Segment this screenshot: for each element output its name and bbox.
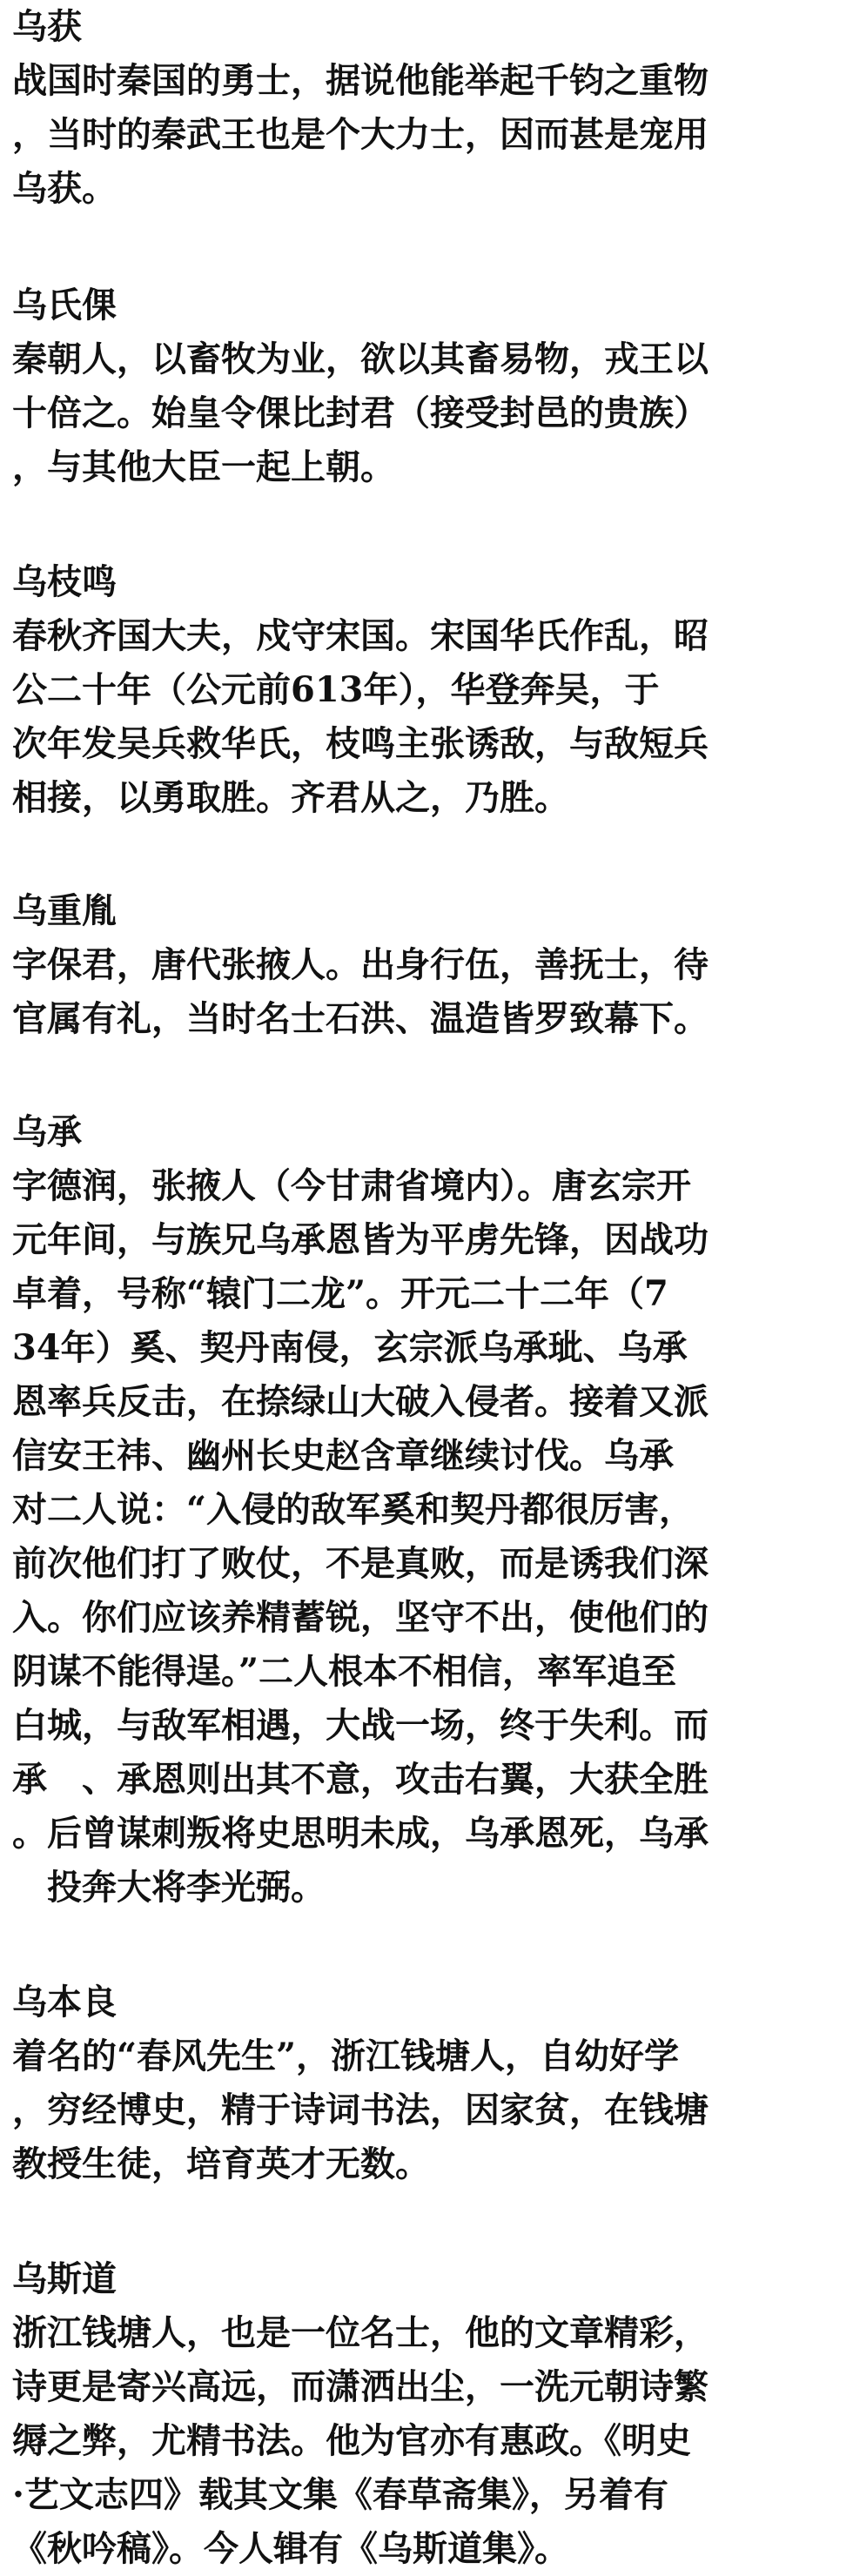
text-line: ，与其他大臣一起上朝。 <box>12 446 395 487</box>
text-line: 。后曾谋刺叛将史思明未成，乌承恩死，乌承 <box>12 1813 709 1854</box>
entry-title: 乌本良 <box>12 1982 117 2023</box>
text-line: 承 、承恩则出其不意，攻击右翼，大获全胜 <box>12 1759 709 1800</box>
entry-title: 乌承 <box>12 1111 82 1152</box>
text-line: 次年发吴兵救华氏，枝鸣主张诱敌，与敌短兵 <box>12 723 709 764</box>
entry-wu-zhi-ming <box>12 555 848 825</box>
entry-wu-si-dao <box>12 2252 848 2576</box>
entry-title: 乌氏倮 <box>12 285 117 325</box>
text-line: 阴谋不能得逞。”二人根本不相信，率军追至 <box>12 1651 677 1692</box>
entry-wu-cheng <box>12 1105 848 1915</box>
text-line: 34年）奚、契丹南侵，玄宗派乌承玼、乌承 <box>12 1327 688 1368</box>
entry-body <box>12 54 848 216</box>
text-line: 教授生徒，培育英才无数。 <box>12 2143 430 2184</box>
text-line: ，当时的秦武王也是个大力士，因而甚是宠用 <box>12 114 709 155</box>
text-line: 乌获。 <box>12 168 117 209</box>
entry-wu-chong-yin <box>12 884 848 1046</box>
text-line: 前次他们打了败仗，不是真败，而是诱我们深 <box>12 1543 709 1584</box>
text-line: 元年间，与族兄乌承恩皆为平虏先锋，因战功 <box>12 1219 709 1260</box>
text-line: 恩率兵反击，在捺绿山大破入侵者。接着又派 <box>12 1381 709 1422</box>
text-line: 信安王祎、幽州长史赵含章继续讨伐。乌承 <box>12 1435 674 1476</box>
entry-body <box>12 332 848 494</box>
text-line: 缛之弊，尤精书法。他为官亦有惠政。《明史 <box>12 2420 691 2461</box>
entry-title: 乌重胤 <box>12 890 117 931</box>
text-line: 入。你们应该养精蓄锐，坚守不出，使他们的 <box>12 1597 709 1638</box>
entry-title: 乌斯道 <box>12 2258 117 2299</box>
entry-body <box>12 1159 848 1915</box>
text-line: 浙江钱塘人，也是一位名士，他的文章精彩， <box>12 2312 709 2353</box>
text-line: 《秋吟稿》。今人辑有《乌斯道集》。 <box>12 2528 569 2569</box>
text-line: 战国时秦国的勇士，据说他能举起千钧之重物 <box>12 60 709 101</box>
text-line: 官属有礼，当时名士石洪、温造皆罗致幕下。 <box>12 998 709 1039</box>
entry-wu-shi-luo <box>12 278 848 494</box>
text-line: 着名的“春风先生”，浙江钱塘人，自幼好学 <box>12 2036 680 2076</box>
entry-body <box>12 609 848 825</box>
text-line: 秦朝人，以畜牧为业，欲以其畜易物，戎王以 <box>12 339 709 379</box>
entry-title: 乌获 <box>12 6 82 47</box>
entry-wu-huo <box>12 0 848 216</box>
text-line: 白城，与敌军相遇，大战一场，终于失利。而 <box>12 1705 709 1746</box>
text-line: 卓着，号称“辕门二龙”。开元二十二年（7 <box>12 1273 668 1314</box>
entry-wu-ben-liang <box>12 1976 848 2191</box>
entry-title: 乌枝鸣 <box>12 561 117 602</box>
entry-body <box>12 938 848 1046</box>
text-line: 十倍之。始皇令倮比封君（接受封邑的贵族） <box>12 392 709 433</box>
text-line: 字保君，唐代张掖人。出身行伍，善抚士，待 <box>12 944 709 985</box>
entry-body <box>12 2029 848 2191</box>
text-line: ·艺文志四》载其文集《春草斋集》，另着有 <box>12 2474 668 2515</box>
text-line: 相接，以勇取胜。齐君从之，乃胜。 <box>12 777 569 818</box>
text-line: 春秋齐国大夫，戍守宋国。宋国华氏作乱，昭 <box>12 615 709 656</box>
text-line: 对二人说：“入侵的敌军奚和契丹都很厉害， <box>12 1489 695 1530</box>
text-line: 投奔大将李光弼。 <box>12 1867 326 1908</box>
text-line: 字德润，张掖人（今甘肃省境内）。唐玄宗开 <box>12 1165 691 1206</box>
text-line: 诗更是寄兴高远，而潇洒出尘，一洗元朝诗繁 <box>12 2366 709 2407</box>
text-line: 公二十年（公元前613年），华登奔吴，于 <box>12 669 660 710</box>
text-line: ，穷经博史，精于诗词书法，因家贫，在钱塘 <box>12 2090 709 2130</box>
